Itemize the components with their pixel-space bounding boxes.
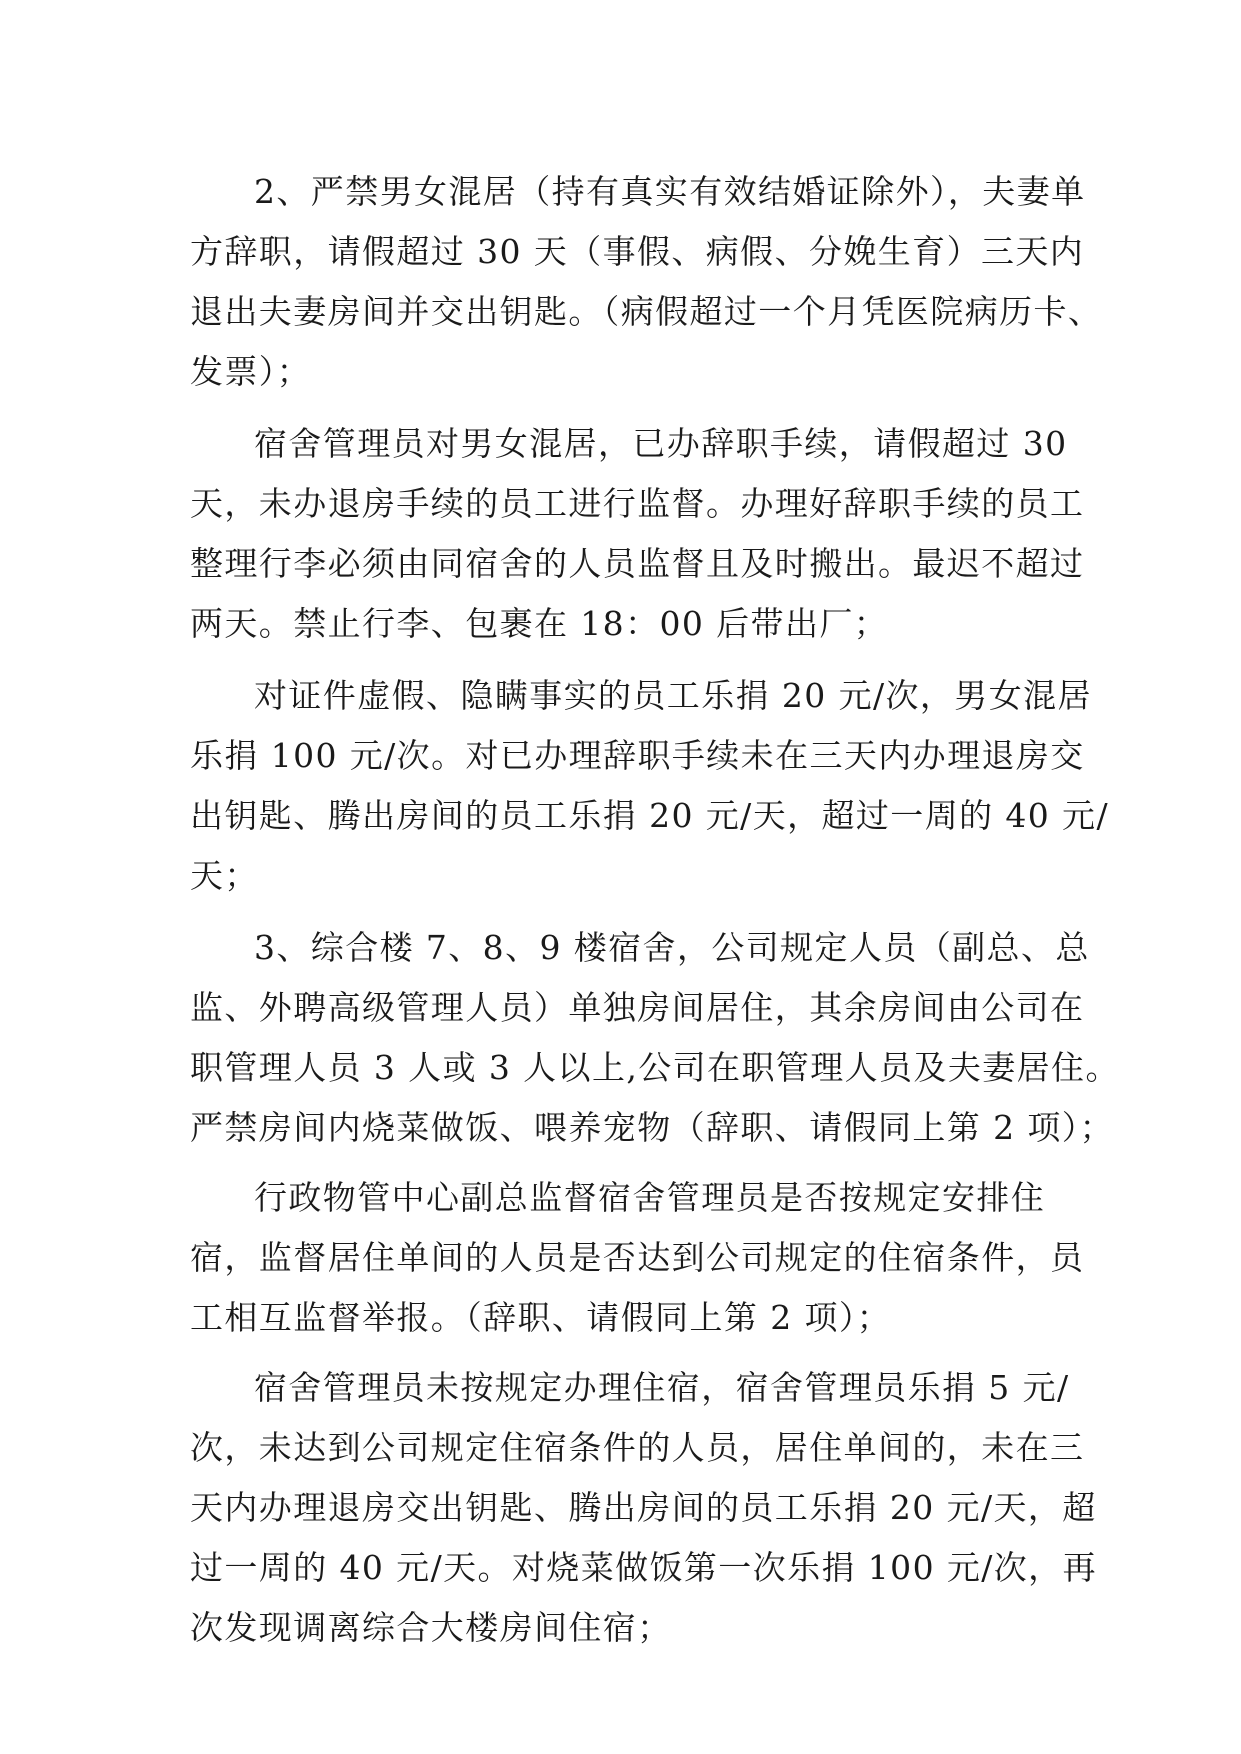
text-line: 对证件虚假、隐瞒事实的员工乐捐 20 元/次，男女混居 xyxy=(254,676,1092,715)
text-line: 2、严禁男女混居（持有真实有效结婚证除外），夫妻单 xyxy=(254,172,1086,211)
text-line: 严禁房间内烧菜做饭、喂养宠物（辞职、请假同上第 2 项）； xyxy=(190,1108,1115,1147)
text-line: 天，未办退房手续的员工进行监督。办理好辞职手续的员工 xyxy=(190,484,1085,523)
text-line: 职管理人员 3 人或 3 人以上,公司在职管理人员及夫妻居住。 xyxy=(190,1048,1120,1087)
text-line: 次，未达到公司规定住宿条件的人员，居住单间的，未在三 xyxy=(190,1428,1085,1467)
text-line: 行政物管中心副总监督宿舍管理员是否按规定安排住 xyxy=(254,1178,1046,1217)
text-line: 退出夫妻房间并交出钥匙。（病假超过一个月凭医院病历卡、 xyxy=(190,292,1103,331)
text-line: 两天。禁止行李、包裹在 18：00 后带出厂； xyxy=(190,604,889,643)
text-line: 次发现调离综合大楼房间住宿； xyxy=(190,1608,672,1647)
text-line: 宿，监督居住单间的人员是否达到公司规定的住宿条件，员 xyxy=(190,1238,1085,1277)
text-line: 方辞职，请假超过 30 天（事假、病假、分娩生育）三天内 xyxy=(190,232,1085,271)
text-line: 天； xyxy=(190,856,259,895)
text-line: 宿舍管理员对男女混居，已办辞职手续，请假超过 30 xyxy=(254,424,1068,463)
text-line: 宿舍管理员未按规定办理住宿，宿舍管理员乐捐 5 元/ xyxy=(254,1368,1070,1407)
text-line: 出钥匙、腾出房间的员工乐捐 20 元/天，超过一周的 40 元/ xyxy=(190,796,1109,835)
text-line: 过一周的 40 元/天。对烧菜做饭第一次乐捐 100 元/次，再 xyxy=(190,1548,1097,1587)
text-line: 工相互监督举报。（辞职、请假同上第 2 项）； xyxy=(190,1298,892,1337)
text-line: 3、综合楼 7、8、9 楼宿舍，公司规定人员（副总、总 xyxy=(254,928,1090,967)
text-line: 监、外聘高级管理人员）单独房间居住，其余房间由公司在 xyxy=(190,988,1085,1027)
text-line: 发票）； xyxy=(190,352,312,391)
text-line: 乐捐 100 元/次。对已办理辞职手续未在三天内办理退房交 xyxy=(190,736,1085,775)
text-line: 天内办理退房交出钥匙、腾出房间的员工乐捐 20 元/天，超 xyxy=(190,1488,1097,1527)
text-line: 整理行李必须由同宿舍的人员监督且及时搬出。最迟不超过 xyxy=(190,544,1085,583)
